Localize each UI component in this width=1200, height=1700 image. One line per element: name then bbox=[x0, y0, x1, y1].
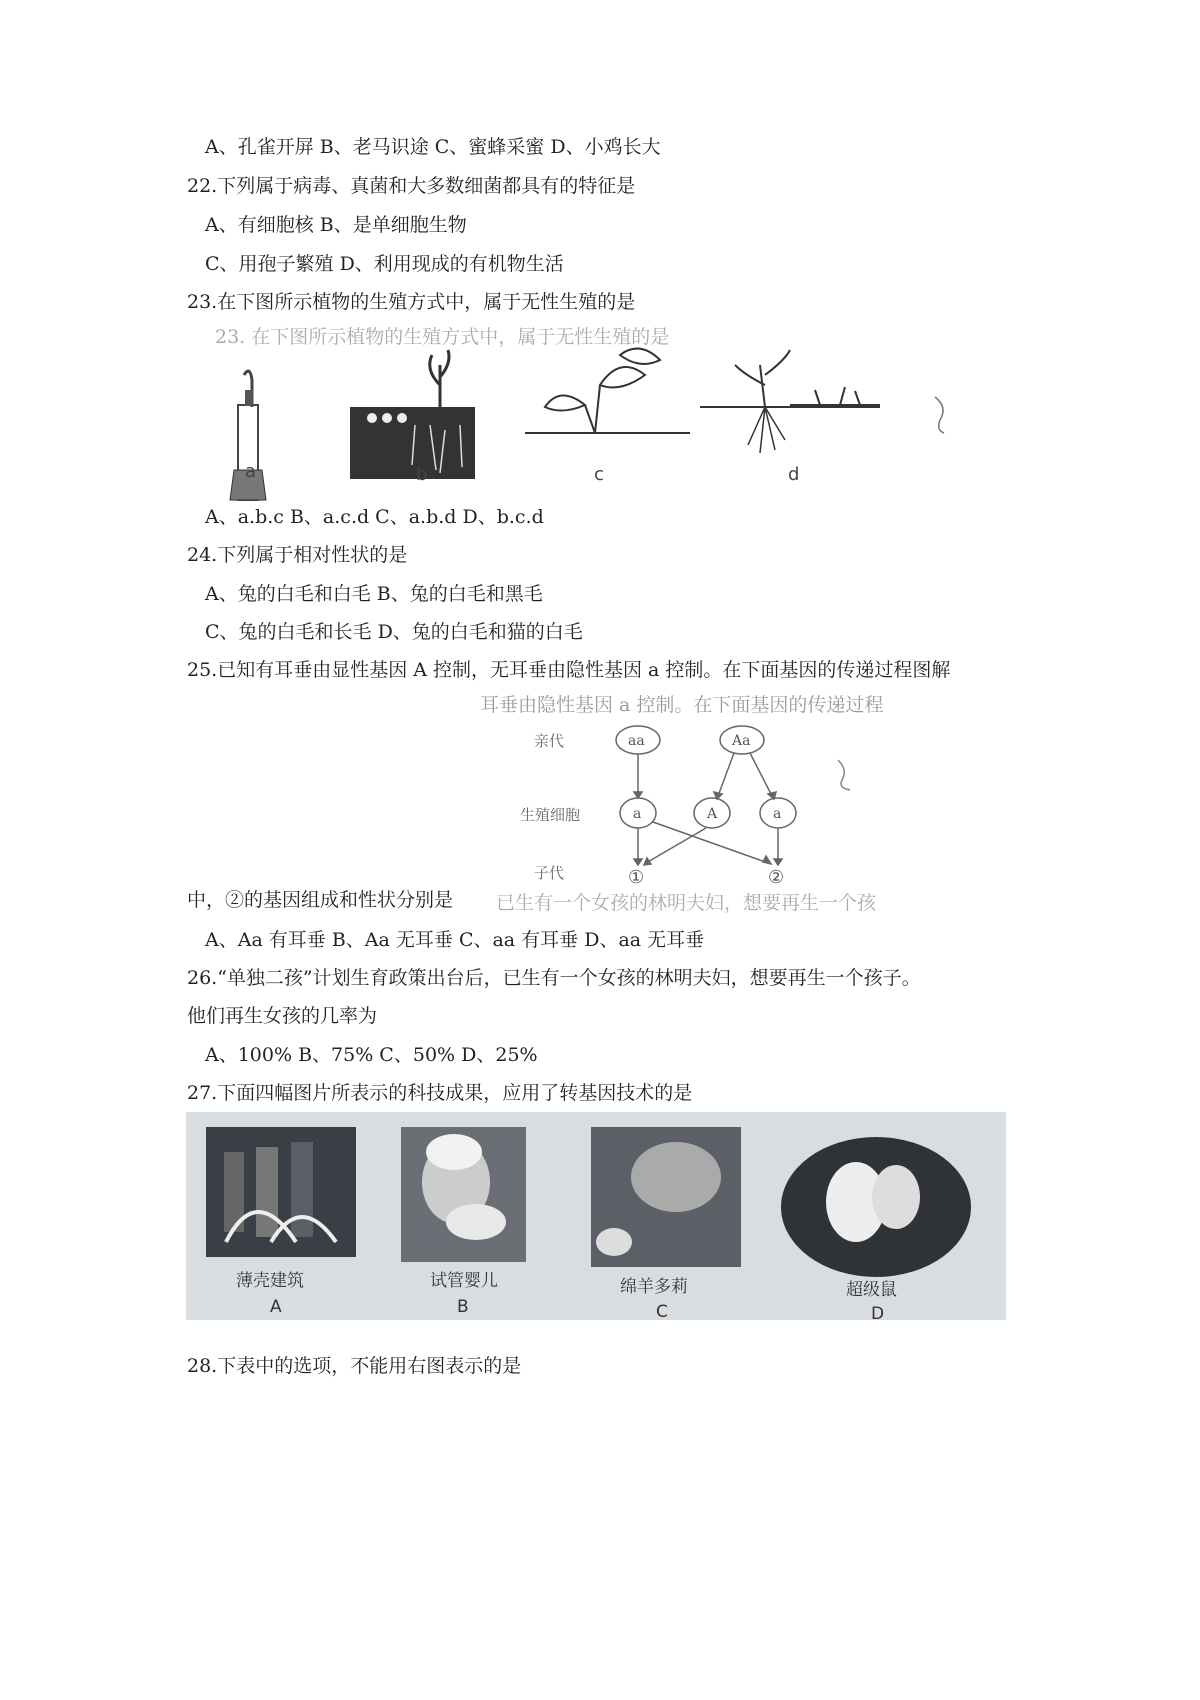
q24-stem: 24.下列属于相对性状的是 bbox=[187, 544, 408, 566]
q25-scan-header: 耳垂由隐性基因 a 控制。在下面基因的传递过程 bbox=[480, 694, 884, 716]
q23-options: A、a.b.c B、a.c.d C、a.b.d D、b.c.d bbox=[205, 506, 544, 528]
q24-option-line-1: A、兔的白毛和白毛 B、兔的白毛和黑毛 bbox=[205, 583, 543, 605]
parent-node-2: Aa bbox=[732, 733, 751, 749]
plant-label-c: c bbox=[594, 464, 604, 485]
q23-scan-header: 23. 在下图所示植物的生殖方式中，属于无性生殖的是 bbox=[215, 326, 670, 348]
photo-letter-d: D bbox=[871, 1304, 885, 1320]
row-label-parent: 亲代 bbox=[534, 732, 565, 750]
photo-letter-a: A bbox=[270, 1297, 282, 1317]
q21-options: A、孔雀开屏 B、老马识途 C、蜜蜂采蜜 D、小鸡长大 bbox=[205, 136, 661, 158]
q23-plant-figure bbox=[200, 345, 1100, 525]
q22-option-line-1: A、有细胞核 B、是单细胞生物 bbox=[205, 214, 467, 236]
q27-photo-strip bbox=[186, 1112, 1006, 1320]
q27-stem: 27.下面四幅图片所表示的科技成果，应用了转基因技术的是 bbox=[187, 1082, 693, 1104]
photo-d-mouse bbox=[781, 1137, 971, 1277]
photo-caption-c: 绵羊多莉 bbox=[620, 1277, 688, 1297]
q23-stem: 23.在下图所示植物的生殖方式中，属于无性生殖的是 bbox=[187, 291, 636, 313]
gamete-node-2: A bbox=[707, 806, 718, 822]
q25-stem-continued: 中，②的基因组成和性状分别是 bbox=[187, 889, 454, 911]
parent-node-1: aa bbox=[628, 733, 645, 749]
plant-label-a: a bbox=[245, 461, 257, 482]
q22-option-line-2: C、用孢子繁殖 D、利用现成的有机物生活 bbox=[205, 253, 564, 275]
plant-d-figure bbox=[700, 350, 880, 453]
photo-b-baby bbox=[401, 1127, 526, 1262]
gamete-node-1: a bbox=[633, 806, 642, 822]
row-label-child: 子代 bbox=[534, 864, 565, 882]
photo-letter-c: C bbox=[656, 1302, 668, 1320]
q25-scan-tail: 已生有一个女孩的林明夫妇，想要再生一个孩 bbox=[496, 892, 877, 914]
photo-a-building bbox=[206, 1127, 356, 1257]
photo-caption-b: 试管婴儿 bbox=[430, 1271, 498, 1291]
plant-label-d: d bbox=[788, 464, 800, 485]
photo-c-sheep bbox=[591, 1127, 741, 1267]
row-label-gamete: 生殖细胞 bbox=[520, 806, 581, 824]
q26-options: A、100% B、75% C、50% D、25% bbox=[205, 1044, 538, 1066]
q25-gene-diagram bbox=[520, 718, 920, 890]
q22-stem: 22.下列属于病毒、真菌和大多数细菌都具有的特征是 bbox=[187, 175, 636, 197]
q26-stem-line-1: 26.“单独二孩”计划生育政策出台后，已生有一个女孩的林明夫妇，想要再生一个孩子。 bbox=[187, 967, 921, 989]
q25-stem: 25.已知有耳垂由显性基因 A 控制，无耳垂由隐性基因 a 控制。在下面基因的传递过程图解 bbox=[187, 659, 951, 681]
photo-caption-d: 超级鼠 bbox=[846, 1280, 897, 1300]
plant-b-figure bbox=[350, 350, 475, 479]
plant-label-b: b bbox=[416, 464, 428, 485]
photo-letter-b: B bbox=[457, 1297, 469, 1317]
child-node-2: ② bbox=[768, 867, 785, 888]
q24-option-line-2: C、兔的白毛和长毛 D、兔的白毛和猫的白毛 bbox=[205, 621, 583, 643]
gamete-node-3: a bbox=[773, 806, 782, 822]
q28-stem: 28.下表中的选项，不能用右图表示的是 bbox=[187, 1355, 522, 1377]
child-node-1: ① bbox=[628, 867, 645, 888]
photo-caption-a: 薄壳建筑 bbox=[236, 1271, 304, 1291]
q25-options: A、Aa 有耳垂 B、Aa 无耳垂 C、aa 有耳垂 D、aa 无耳垂 bbox=[205, 929, 705, 951]
q26-stem-line-2: 他们再生女孩的几率为 bbox=[187, 1005, 378, 1027]
plant-c-figure bbox=[525, 349, 690, 433]
